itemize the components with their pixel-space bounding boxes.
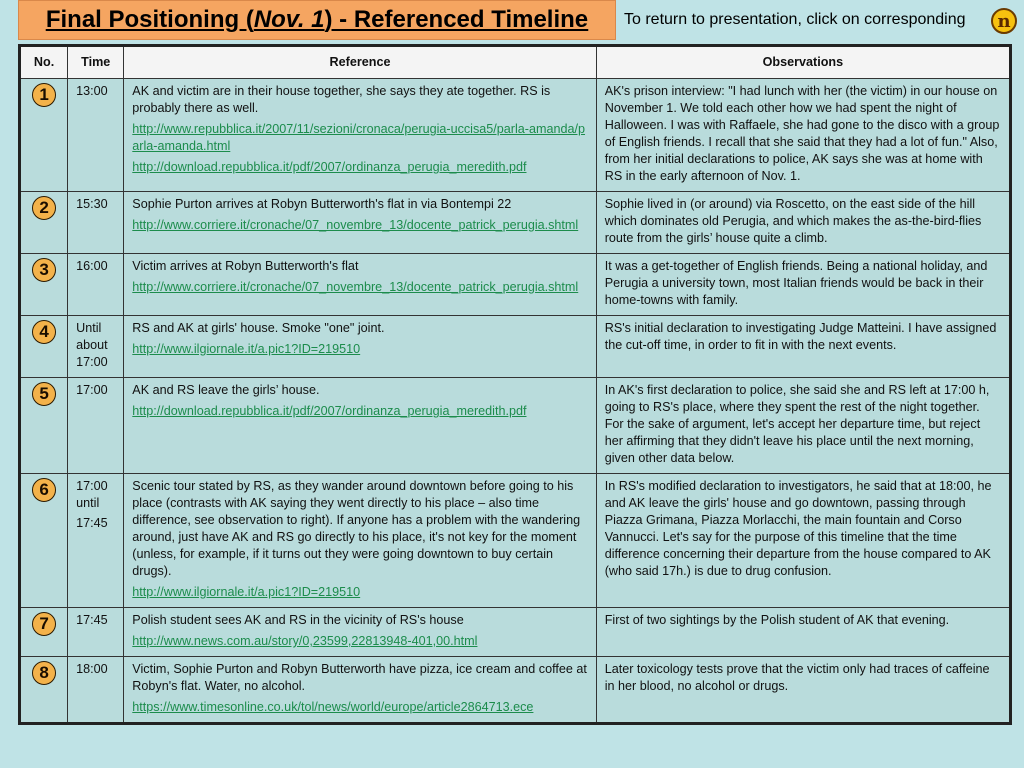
- observation-cell: [596, 378, 1010, 474]
- observation-cell: [596, 316, 1010, 378]
- title-part1: Final Positioning (: [45, 6, 254, 33]
- observation-cell: [596, 192, 1010, 254]
- time-text: 13:00: [76, 84, 108, 98]
- row-number-button[interactable]: 7: [32, 612, 56, 636]
- table-row: [20, 192, 1011, 254]
- page-title: [18, 0, 616, 40]
- time-cell: [68, 657, 124, 724]
- observation-text: In RS's modified declaration to investigators, he said that at 18:00, he and AK leave the girls' house and go downtown, passing through Piazza Grimana, Piazza Morlacchi, the main fountain and Corso Vannucci. Let's say for the purpose of this timeline that the time difference concerning their departure from the house compared to AK (who said 17h.) is due to drug confusion.: [604, 479, 992, 578]
- time-text: Until: [76, 321, 102, 335]
- table-row: [20, 474, 1011, 608]
- time-text: 15:30: [76, 197, 108, 211]
- timeline-body: [20, 79, 1011, 724]
- timeline-table: [18, 44, 1012, 725]
- reference-cell: [124, 657, 596, 724]
- row-number-cell: [20, 254, 68, 316]
- column-header-observations: Observations: [596, 46, 1010, 79]
- time-text: 18:00: [76, 662, 108, 676]
- observation-text: Sophie lived in (or around) via Roscetto, on the east side of the hill which dominates old Perugia, and which makes the as-the-bird-flies route from the girls’ house quite a climb.: [604, 197, 982, 245]
- reference-cell: [124, 474, 596, 608]
- reference-cell: [124, 378, 596, 474]
- time-text: until: [76, 496, 100, 510]
- column-header-no: No.: [20, 46, 68, 79]
- reference-cell: [124, 192, 596, 254]
- time-cell: [68, 254, 124, 316]
- reference-cell: [124, 254, 596, 316]
- reference-cell: [124, 608, 596, 657]
- row-number-button[interactable]: 8: [32, 661, 56, 685]
- observation-text: It was a get-together of English friends. Being a national holiday, and Perugia a university town, most Italian friends would be back in their home-towns with family.: [604, 259, 988, 307]
- row-number-button[interactable]: 6: [32, 478, 56, 502]
- observation-text: In AK's first declaration to police, she said she and RS left at 17:00 h, going to RS's place, where they spent the rest of the night together. For the sake of argument, let's accept her departure time, but reject her affirming that they didn't leave his place until the next morning, given other data below.: [604, 383, 990, 465]
- column-header-reference: Reference: [124, 46, 596, 79]
- reference-link[interactable]: http://www.news.com.au/story/0,23599,22813948-401,00.html: [132, 634, 478, 648]
- observation-cell: [596, 79, 1010, 192]
- table-row: [20, 378, 1011, 474]
- table-row: [20, 316, 1011, 378]
- time-text: 17:45: [76, 613, 108, 627]
- reference-text: AK and RS leave the girls’ house.: [132, 383, 320, 397]
- reference-link[interactable]: http://www.corriere.it/cronache/07_novembre_13/docente_patrick_perugia.shtml: [132, 218, 579, 232]
- reference-link[interactable]: http://www.ilgiornale.it/a.pic1?ID=219510: [132, 585, 361, 599]
- observation-cell: [596, 608, 1010, 657]
- reference-text: Victim arrives at Robyn Butterworth's flat: [132, 259, 359, 273]
- table-row: [20, 657, 1011, 724]
- reference-text: AK and victim are in their house together, she says they ate together. RS is probably there as well.: [132, 84, 551, 115]
- observation-text: First of two sightings by the Polish student of AK that evening.: [604, 613, 950, 627]
- title-part2: ) - Referenced Timeline: [324, 6, 589, 33]
- table-row: [20, 254, 1011, 316]
- return-note: To return to presentation, click on corresponding: [624, 11, 966, 28]
- observation-cell: [596, 254, 1010, 316]
- reference-link[interactable]: http://download.repubblica.it/pdf/2007/ordinanza_perugia_meredith.pdf: [132, 404, 527, 418]
- time-cell: [68, 474, 124, 608]
- observation-text: RS's initial declaration to investigating Judge Matteini. I have assigned the cut-off time, in order to fit in with the next events.: [604, 321, 997, 352]
- time-cell: [68, 608, 124, 657]
- time-text: 17:00: [76, 355, 108, 369]
- return-presentation-button[interactable]: n: [991, 8, 1017, 34]
- table-row: [20, 79, 1011, 192]
- row-number-cell: [20, 316, 68, 378]
- reference-text: Victim, Sophie Purton and Robyn Butterworth have pizza, ice cream and coffee at Robyn's flat. Water, no alcohol.: [132, 662, 587, 693]
- row-number-button[interactable]: 4: [32, 320, 56, 344]
- table-header-row: [20, 46, 1011, 79]
- reference-text: RS and AK at girls' house. Smoke "one" joint.: [132, 321, 385, 335]
- row-number-button[interactable]: 3: [32, 258, 56, 282]
- reference-cell: [124, 316, 596, 378]
- reference-text: Scenic tour stated by RS, as they wander around downtown before going to his place (contrasts with AK saying they went directly to his place – also time difference, see observation to right). If anyone has a problem with the wandering around, just have AK and RS go directly to his place, it's not key for the moment (unless, for example, if it turns out they were going downtown to buy certain drugs).: [132, 479, 581, 578]
- reference-text: Sophie Purton arrives at Robyn Butterworth's flat in via Bontempi 22: [132, 197, 512, 211]
- row-number-button[interactable]: 1: [32, 83, 56, 107]
- reference-link[interactable]: http://www.corriere.it/cronache/07_novembre_13/docente_patrick_perugia.shtml: [132, 280, 579, 294]
- row-number-cell: [20, 657, 68, 724]
- row-number-cell: [20, 79, 68, 192]
- reference-link[interactable]: http://www.repubblica.it/2007/11/sezioni/cronaca/perugia-uccisa5/parla-amanda/parla-amanda.html: [132, 122, 586, 153]
- time-cell: [68, 378, 124, 474]
- observation-cell: [596, 474, 1010, 608]
- row-number-cell: [20, 192, 68, 254]
- time-text: 17:00: [76, 383, 108, 397]
- row-number-cell: [20, 474, 68, 608]
- row-number-cell: [20, 608, 68, 657]
- row-number-button[interactable]: 2: [32, 196, 56, 220]
- time-cell: [68, 192, 124, 254]
- observation-text: AK's prison interview: "I had lunch with her (the victim) in our house on November 1. We told each other how we had spent the night of Halloween. I was with Raffaele, she had gone to the disco with a group of English friends. I recall that she said that they had a lot of fun." Also, from her initial declarations to police, AK says she was at home with RS in the early afternoon of Nov. 1.: [604, 84, 1000, 183]
- column-header-time: Time: [68, 46, 124, 79]
- observation-text: Later toxicology tests prove that the victim only had traces of caffeine in her blood, no alcohol or drugs.: [604, 662, 990, 693]
- time-text: 16:00: [76, 259, 108, 273]
- reference-link[interactable]: http://www.ilgiornale.it/a.pic1?ID=219510: [132, 342, 361, 356]
- reference-text: Polish student sees AK and RS in the vicinity of RS's house: [132, 613, 464, 627]
- time-text: about: [76, 338, 108, 352]
- time-text: 17:45: [76, 516, 108, 530]
- time-text: 17:00: [76, 479, 108, 493]
- reference-link[interactable]: http://download.repubblica.it/pdf/2007/ordinanza_perugia_meredith.pdf: [132, 160, 527, 174]
- observation-cell: [596, 657, 1010, 724]
- time-cell: [68, 79, 124, 192]
- row-number-cell: [20, 378, 68, 474]
- reference-link[interactable]: https://www.timesonline.co.uk/tol/news/world/europe/article2864713.ece: [132, 700, 534, 714]
- time-cell: [68, 316, 124, 378]
- row-number-button[interactable]: 5: [32, 382, 56, 406]
- table-row: [20, 608, 1011, 657]
- title-date: Nov. 1: [253, 6, 325, 33]
- reference-cell: [124, 79, 596, 192]
